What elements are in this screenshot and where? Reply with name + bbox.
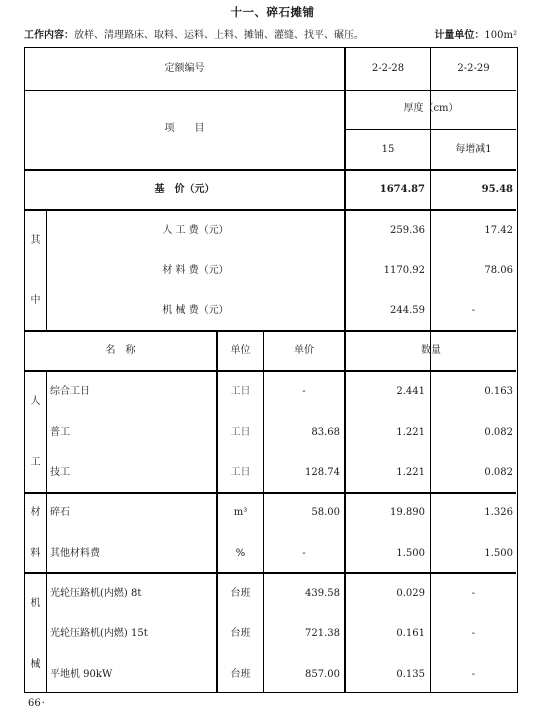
rule (25, 330, 516, 332)
material-group-char: 料 (30, 548, 41, 559)
resource-qty-1: 19.890 (390, 507, 425, 518)
resource-name: 光轮压路机(内燃) 15t (50, 628, 148, 639)
labor-cost-1: 259.36 (390, 225, 425, 236)
resource-price: 58.00 (311, 507, 340, 518)
labor-cost-label: 人 工 费（元） (162, 225, 229, 236)
resource-unit: m³ (233, 507, 248, 518)
resource-qty-1: 2.441 (396, 386, 425, 397)
rule (25, 90, 516, 91)
column-header-price: 单价 (294, 345, 314, 356)
resource-qty-2: 0.082 (484, 467, 513, 478)
resource-name: 碎石 (50, 507, 70, 518)
rule (25, 370, 516, 372)
rule (25, 492, 516, 494)
machinery-group-char: 机 (30, 598, 41, 609)
resource-name: 技工 (50, 467, 70, 478)
quota-number-label: 定额编号 (164, 63, 205, 74)
resource-name: 普工 (50, 427, 70, 438)
machinery-cost-label: 机 械 费（元） (162, 305, 229, 316)
resource-price: 857.00 (305, 669, 340, 680)
quota-table (24, 47, 518, 693)
thickness-value-1: 15 (381, 144, 395, 155)
resource-qty-2: - (471, 628, 476, 639)
work-content-line (24, 26, 519, 44)
page-number: 66 · (28, 698, 45, 709)
quota-number-2: 2-2-29 (457, 63, 490, 74)
rule (46, 371, 47, 692)
material-cost-1: 1170.92 (383, 265, 425, 276)
resource-qty-2: - (471, 588, 476, 599)
rule (25, 572, 516, 574)
breakdown-group-char: 中 (30, 295, 41, 306)
resource-qty-2: 0.082 (484, 427, 513, 438)
resource-qty-1: 0.161 (396, 628, 425, 639)
resource-price: 128.74 (305, 467, 340, 478)
page-title: 十一、碎石摊铺 (230, 5, 315, 19)
resource-qty-1: 1.500 (396, 548, 425, 559)
resource-name: 其他材料费 (50, 548, 100, 559)
resource-price: 83.68 (311, 427, 340, 438)
work-content-label: 工作内容： (24, 30, 74, 41)
resource-qty-2: - (471, 669, 476, 680)
resource-qty-1: 0.135 (396, 669, 425, 680)
resource-unit: 工日 (230, 386, 251, 397)
labor-group-char: 工 (30, 457, 41, 468)
column-header-unit: 单位 (230, 345, 251, 356)
column-header-quantity: 数量 (421, 345, 441, 356)
resource-qty-2: 0.163 (484, 386, 513, 397)
unit-label: 计量单位： (434, 30, 485, 41)
labor-cost-2: 17.42 (484, 225, 513, 236)
resource-price: 439.58 (305, 588, 340, 599)
resource-qty-2: 1.326 (484, 507, 513, 518)
resource-unit: 台班 (230, 588, 251, 599)
resource-unit: 工日 (230, 427, 251, 438)
resource-unit: 台班 (230, 669, 251, 680)
item-label: 项 目 (164, 123, 205, 134)
material-cost-2: 78.06 (484, 265, 513, 276)
breakdown-group-char: 其 (30, 235, 41, 246)
thickness-label: 厚度（cm） (403, 103, 459, 114)
resource-unit: 台班 (230, 628, 251, 639)
resource-price: - (302, 548, 306, 559)
machinery-cost-1: 244.59 (390, 305, 425, 316)
material-cost-label: 材 料 费（元） (162, 265, 229, 276)
unit-value: 100m² (484, 30, 517, 41)
rule (25, 169, 516, 171)
quota-number-1: 2-2-28 (371, 63, 405, 74)
material-group-char: 材 (30, 507, 41, 518)
resource-unit: % (235, 548, 246, 559)
column-header-name: 名 称 (105, 345, 136, 356)
machinery-group-char: 械 (30, 659, 41, 670)
resource-qty-2: 1.500 (484, 548, 513, 559)
base-price-2: 95.48 (481, 184, 513, 195)
resource-name: 综合工日 (50, 386, 90, 397)
base-price-1: 1674.87 (379, 184, 425, 195)
resource-unit: 工日 (230, 467, 251, 478)
resource-name: 平地机 90kW (50, 669, 113, 680)
resource-qty-1: 1.221 (396, 467, 425, 478)
base-price-label: 基 价（元） (154, 184, 215, 195)
work-content-text: 放样、清理路床、取料、运料、上料、摊铺、灌缝、找平、碾压。 (74, 30, 364, 41)
resource-qty-1: 1.221 (396, 427, 425, 438)
resource-price: 721.38 (305, 628, 340, 639)
labor-group-char: 人 (30, 396, 41, 407)
resource-price: - (302, 386, 306, 397)
machinery-cost-2: - (471, 305, 476, 316)
resource-name: 光轮压路机(内燃) 8t (50, 588, 142, 599)
rule (25, 209, 516, 211)
measurement-unit (434, 26, 517, 41)
thickness-value-2: 每增减1 (455, 144, 492, 155)
resource-qty-1: 0.029 (396, 588, 425, 599)
